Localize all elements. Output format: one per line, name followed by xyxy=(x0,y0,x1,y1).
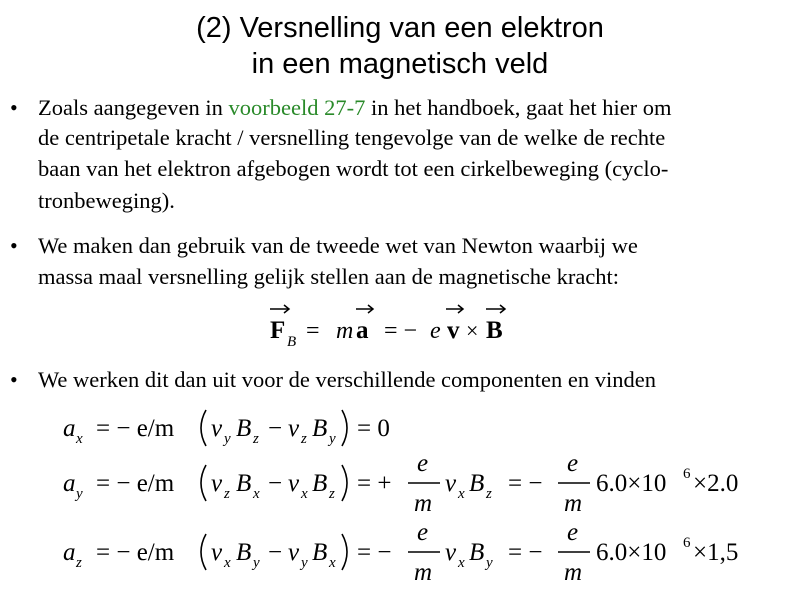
equals-minus: = − xyxy=(384,318,418,344)
force-symbol: F xyxy=(270,317,286,344)
az-t2-v: v xyxy=(288,539,300,566)
mass-symbol: m xyxy=(336,318,354,344)
equation-ax xyxy=(63,410,390,447)
ay-frac-den: m xyxy=(414,490,433,517)
bullet-1-line-3: baan van het elektron afgebogen wordt tot een cirkelbeweging (cyclo- xyxy=(38,156,669,181)
force-subscript: B xyxy=(287,334,297,350)
ay-t2-v: v xyxy=(288,470,300,497)
bullet-1-line-4: tronbeweging). xyxy=(38,188,175,213)
equation-az xyxy=(63,519,738,586)
ax-t2-vsub: z xyxy=(301,431,307,447)
az-frac2-num: e xyxy=(567,519,579,546)
equation-ay xyxy=(63,450,738,517)
az-tail: ×1,5 xyxy=(693,539,739,566)
charge-symbol: e xyxy=(430,318,441,344)
bullet-marker-1: • xyxy=(10,95,18,120)
ay-t2-B: B xyxy=(312,470,328,497)
newton-equation xyxy=(270,305,505,350)
az-exponent: 6 xyxy=(683,535,691,551)
equals-sign-1: = xyxy=(306,318,320,344)
ay-frac-num: e xyxy=(417,450,429,477)
az-t2-vsub: y xyxy=(301,555,308,571)
az-eq-minus-2: = − xyxy=(508,539,543,566)
ay-t1-v: v xyxy=(211,470,223,497)
az-t2-Bsub: x xyxy=(329,555,336,571)
ay-t1-vsub: z xyxy=(224,486,230,502)
ax-t2-Bsub: y xyxy=(329,431,336,447)
az-eq-minus: = − xyxy=(357,539,392,566)
ay-eq-plus: = + xyxy=(357,470,392,497)
az-t2-B: B xyxy=(312,539,328,566)
ay-exponent: 6 xyxy=(683,466,691,482)
az-t1-Bsub: y xyxy=(253,555,260,571)
az-t1-vsub: x xyxy=(224,555,231,571)
ax-t1-Bsub: z xyxy=(253,431,259,447)
field-symbol: B xyxy=(486,317,503,344)
example-link[interactable]: voorbeeld 27-7 xyxy=(228,95,366,120)
az-minus: − xyxy=(268,539,283,566)
ax-lhs-sub: x xyxy=(76,431,83,447)
ax-t1-v: v xyxy=(211,415,223,442)
velocity-symbol: v xyxy=(447,317,460,344)
bullet-2-line-1: We maken dan gebruik van de tweede wet van Newton waarbij we xyxy=(38,233,638,258)
ay-t1-B: B xyxy=(236,470,252,497)
ay-vB-vsub: x xyxy=(458,486,465,502)
ay-value: 6.0×10 xyxy=(596,470,667,497)
ay-vB-v: v xyxy=(445,470,457,497)
az-lhs: a xyxy=(63,539,76,566)
ay-frac2-num: e xyxy=(567,450,579,477)
bullet-marker-3: • xyxy=(10,367,18,392)
az-vB-v: v xyxy=(445,539,457,566)
ax-minus: − xyxy=(268,415,283,442)
az-t1-B: B xyxy=(236,539,252,566)
bullet-marker-2: • xyxy=(10,233,18,258)
bullet-1-line-2: de centripetale kracht / versnelling tengevolge van de welke de rechte xyxy=(38,125,666,150)
ax-t1-vsub: y xyxy=(224,431,231,447)
ax-t2-B: B xyxy=(312,415,328,442)
slide-title-line-2: in een magnetisch veld xyxy=(251,48,549,80)
ay-t2-Bsub: z xyxy=(329,486,335,502)
bullet-1-text-pre: Zoals aangegeven in xyxy=(38,95,229,120)
az-vB-Bsub: y xyxy=(486,555,493,571)
ay-tail: ×2.0 xyxy=(693,470,739,497)
ay-frac2-den: m xyxy=(564,490,583,517)
az-value: 6.0×10 xyxy=(596,539,667,566)
ay-coef: = − e/m xyxy=(96,470,175,497)
az-coef: = − e/m xyxy=(96,539,175,566)
acceleration-symbol: a xyxy=(356,317,369,344)
bullet-1-text-post: in het handboek, gaat het hier om xyxy=(365,95,672,120)
cross-sign: × xyxy=(466,318,479,343)
az-frac2-den: m xyxy=(564,559,583,586)
az-frac-den: m xyxy=(414,559,433,586)
az-vB-vsub: x xyxy=(458,555,465,571)
ax-t2-v: v xyxy=(288,415,300,442)
ay-t1-Bsub: x xyxy=(253,486,260,502)
ax-result: = 0 xyxy=(357,415,390,442)
bullet-3-line-1: We werken dit dan uit voor de verschillende componenten en vinden xyxy=(38,367,656,392)
ay-lhs-sub: y xyxy=(76,486,83,502)
az-lhs-sub: z xyxy=(76,555,82,571)
ay-vB-Bsub: z xyxy=(486,486,492,502)
ay-lhs: a xyxy=(63,470,76,497)
az-frac-num: e xyxy=(417,519,429,546)
bullet-2-line-2: massa maal versnelling gelijk stellen aan de magnetische kracht: xyxy=(38,264,620,289)
ax-t1-B: B xyxy=(236,415,252,442)
ay-eq-minus: = − xyxy=(508,470,543,497)
slide-title-line-1: (2) Versnelling van een elektron xyxy=(196,12,604,44)
ax-lhs: a xyxy=(63,415,76,442)
ay-minus: − xyxy=(268,470,283,497)
ay-vB-B: B xyxy=(469,470,485,497)
ay-t2-vsub: x xyxy=(301,486,308,502)
az-vB-B: B xyxy=(469,539,485,566)
ax-coef: = − e/m xyxy=(96,415,175,442)
az-t1-v: v xyxy=(211,539,223,566)
